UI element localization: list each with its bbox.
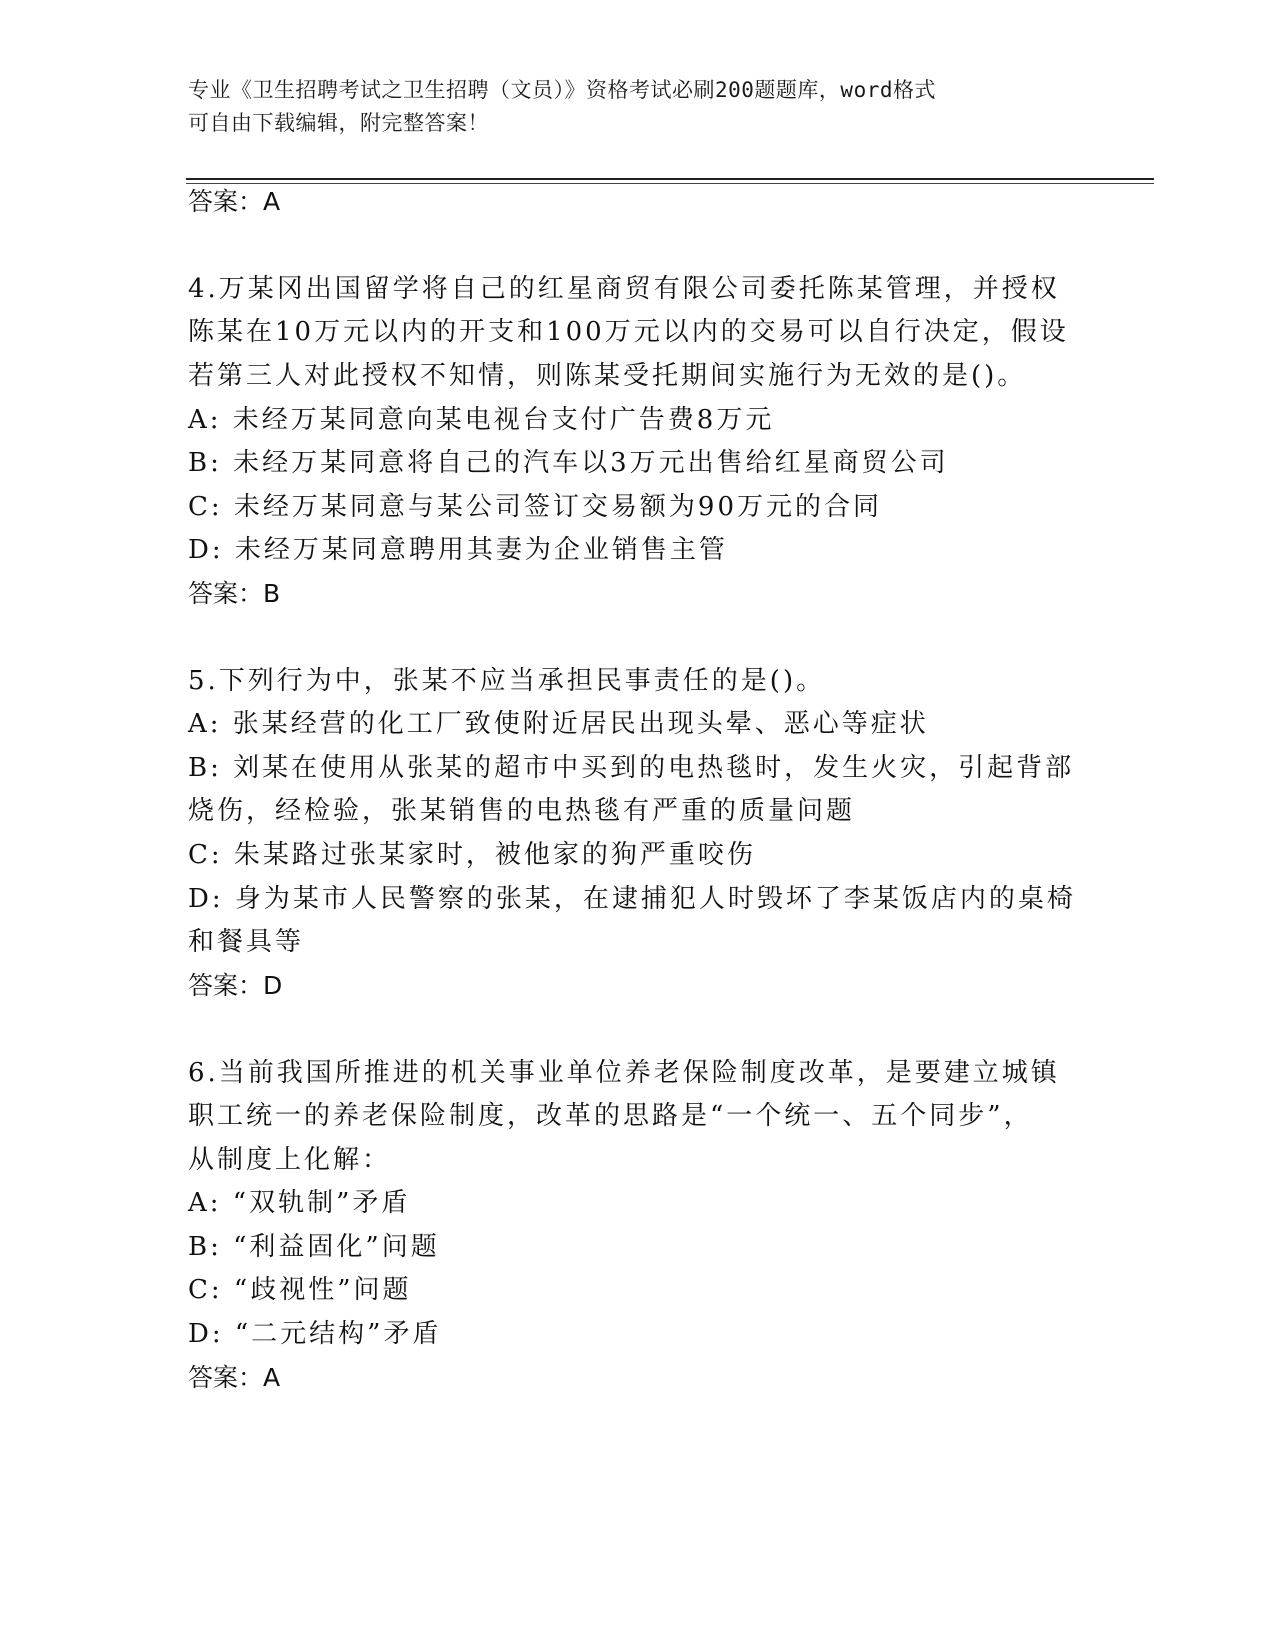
q5-option-a: A: 张某经营的化工厂致使附近居民出现头晕、恶心等症状 xyxy=(188,709,929,739)
q6-option-d: D: “二元结构”矛盾 xyxy=(188,1319,442,1349)
q4-stem-line-3: 若第三人对此授权不知情，则陈某受托期间实施行为无效的是()。 xyxy=(188,361,1027,391)
answer-previous: 答案：A xyxy=(188,187,281,216)
document-header xyxy=(188,74,1068,140)
header-line-1: 专业《卫生招聘考试之卫生招聘（文员）》资格考试必刷200题题库，word格式 xyxy=(188,78,936,102)
q6-answer: 答案：A xyxy=(188,1363,281,1392)
q4-stem-line-1: 4.万某冈出国留学将自己的红星商贸有限公司委托陈某管理，并授权 xyxy=(188,274,1060,304)
q4-answer: 答案：B xyxy=(188,579,281,608)
q5-option-b-line-2: 烧伤，经检验，张某销售的电热毯有严重的质量问题 xyxy=(188,796,856,826)
q4-option-d: D: 未经万某同意聘用其妻为企业销售主管 xyxy=(188,535,728,565)
q5-answer: 答案：D xyxy=(188,971,283,1000)
q5-option-d-line-2: 和餐具等 xyxy=(188,927,305,957)
q6-stem-line-2: 职工统一的养老保险制度，改革的思路是“一个统一、五个同步”， xyxy=(188,1101,1033,1131)
q4-option-b: B: 未经万某同意将自己的汽车以3万元出售给红星商贸公司 xyxy=(188,448,949,478)
header-rule-thick xyxy=(186,178,1154,180)
header-rule-thin xyxy=(186,183,1154,184)
q4-stem-line-2: 陈某在10万元以内的开支和100万元以内的交易可以自行决定，假设 xyxy=(188,317,1069,347)
q5-stem-line-1: 5.下列行为中，张某不应当承担民事责任的是()。 xyxy=(188,666,826,696)
q6-option-c: C: “歧视性”问题 xyxy=(188,1275,412,1305)
q6-stem-line-3: 从制度上化解： xyxy=(188,1145,392,1175)
q4-option-c: C: 未经万某同意与某公司签订交易额为90万元的合同 xyxy=(188,492,883,522)
q4-option-a: A: 未经万某同意向某电视台支付广告费8万元 xyxy=(188,405,775,435)
q6-option-a: A: “双轨制”矛盾 xyxy=(188,1188,411,1218)
q5-option-d-line-1: D: 身为某市人民警察的张某，在逮捕犯人时毁坏了李某饭店内的桌椅 xyxy=(188,884,1076,914)
q5-option-b-line-1: B: 刘某在使用从张某的超市中买到的电热毯时，发生火灾，引起背部 xyxy=(188,753,1075,783)
header-line-2: 可自由下载编辑，附完整答案！ xyxy=(188,111,489,135)
q6-option-b: B: “利益固化”问题 xyxy=(188,1232,440,1262)
q5-option-c: C: 朱某路过张某家时，被他家的狗严重咬伤 xyxy=(188,840,756,870)
q6-stem-line-1: 6.当前我国所推进的机关事业单位养老保险制度改革，是要建立城镇 xyxy=(188,1058,1060,1088)
